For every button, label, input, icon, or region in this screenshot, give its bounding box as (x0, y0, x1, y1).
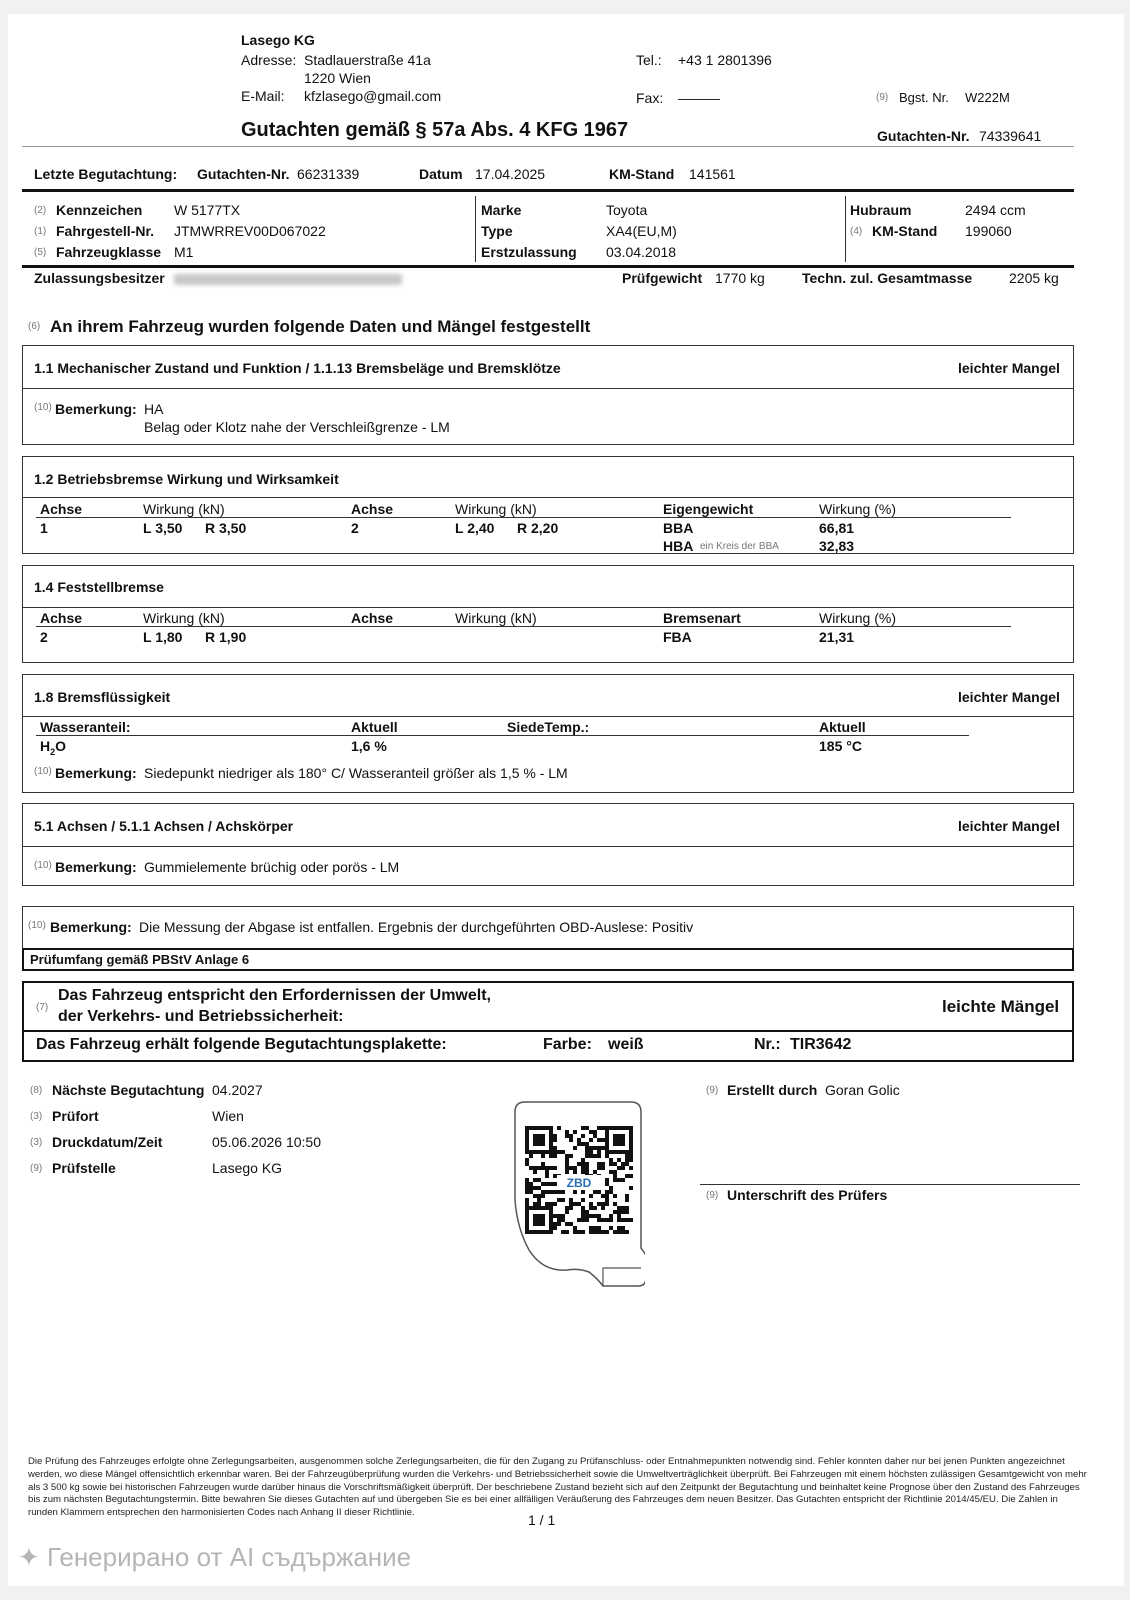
s12-hba-note: ein Kreis der BBA (700, 541, 779, 552)
email-label: E-Mail: (241, 88, 285, 104)
s14-left: L 1,80 (143, 629, 183, 645)
s14-right: R 1,90 (205, 629, 247, 645)
gutachten-nr-label: Gutachten-Nr. (877, 128, 970, 144)
s12-hba: HBA (663, 538, 694, 554)
s12-h-wirkung: Wirkung (kN) (143, 501, 225, 517)
s18-medium-sub: 2 (50, 746, 56, 757)
next-value: 04.2027 (212, 1082, 263, 1098)
klasse-label: Fahrzeugklasse (56, 244, 162, 260)
farbe-value: weiß (608, 1036, 644, 1053)
section-1-1-title: 1.1 Mechanischer Zustand und Funktion / 1.1.13 Bremsbeläge und Bremsklötze (34, 360, 561, 376)
km-code: (4) (850, 226, 863, 237)
s12-h-achse2: Achse (351, 501, 394, 517)
last-km-label: KM-Stand (609, 166, 675, 182)
last-nr-value: 66231339 (297, 166, 360, 182)
gesamtmasse-value: 2205 kg (1009, 270, 1059, 286)
last-date-label: Datum (419, 166, 463, 182)
result-verdict: leichte Mängel (942, 997, 1060, 1016)
fgst-label: Fahrgestell-Nr. (56, 223, 155, 239)
header-divider (22, 146, 1074, 147)
gutachten-nr-value: 74339641 (979, 128, 1042, 144)
fax-value: ——— (678, 90, 720, 106)
s12-header-rule (36, 517, 1011, 518)
section-5-1-code: (10) (34, 860, 52, 871)
section-1-1-remark-label: Bemerkung: (55, 401, 137, 417)
bgst-label: Bgst. Nr. (899, 90, 949, 105)
tel-value: +43 1 2801396 (678, 52, 772, 68)
s14-pct: 21,31 (819, 629, 855, 645)
plakette-nr-label: Nr.: (754, 1036, 781, 1053)
s14-header-rule (36, 626, 1011, 627)
sticker-svg (513, 1100, 645, 1290)
klasse-code: (5) (34, 247, 47, 258)
s18-wasser-value: 1,6 % (351, 738, 387, 754)
section-1-1-divider (22, 388, 1074, 389)
section-5-1-severity: leichter Mangel (958, 818, 1060, 834)
email-value: kfzlasego@gmail.com (304, 88, 442, 104)
section-1-8-remark: Siedepunkt niedriger als 180° C/ Wasseranteil größer als 1,5 % - LM (144, 765, 568, 781)
section-5-1-divider (22, 846, 1074, 847)
s18-medium-o: O (55, 738, 67, 754)
s14-h-wirkung2: Wirkung (kN) (455, 610, 537, 626)
kennzeichen-code: (2) (34, 205, 47, 216)
bgst-value: W222M (965, 90, 1010, 105)
page-number: 1 / 1 (528, 1512, 556, 1528)
section-1-8-code: (10) (34, 766, 52, 777)
s18-h-siede: SiedeTemp.: (507, 719, 590, 735)
besitzer-redacted (174, 274, 402, 285)
farbe-label: Farbe: (543, 1036, 592, 1053)
vehicle-top-rule (22, 189, 1074, 192)
signature-label: Unterschrift des Prüfers (727, 1187, 888, 1203)
kennzeichen-label: Kennzeichen (56, 202, 143, 218)
vehicle-divider-1 (475, 196, 476, 262)
s14-h-achse: Achse (40, 610, 83, 626)
s12-axle1-right: R 3,50 (205, 520, 247, 536)
s12-axle2-right: R 2,20 (517, 520, 559, 536)
general-remark-label: Bemerkung: (50, 919, 132, 935)
last-km-value: 141561 (689, 166, 736, 182)
section-1-1-code: (10) (34, 402, 52, 413)
general-remark-text: Die Messung der Abgase ist entfallen. Ergebnis der durchgeführten OBD-Auslese: Positiv (139, 919, 694, 935)
s18-h-wasser: Wasseranteil: (40, 719, 131, 735)
s12-hba-value: 32,83 (819, 538, 855, 554)
s18-h-aktuell: Aktuell (351, 719, 398, 735)
vehicle-bottom-rule (22, 265, 1074, 268)
klasse-value: M1 (174, 244, 194, 260)
erstzulassung-value: 03.04.2018 (606, 244, 677, 260)
marke-value: Toyota (606, 202, 648, 218)
document-title: Gutachten gemäß § 57a Abs. 4 KFG 1967 (241, 119, 629, 141)
type-label: Type (481, 223, 513, 239)
pruefgewicht-label: Prüfgewicht (622, 270, 703, 286)
besitzer-label: Zulassungsbesitzer (34, 270, 165, 286)
hubraum-value: 2494 ccm (965, 202, 1026, 218)
hubraum-label: Hubraum (850, 202, 912, 218)
km-label: KM-Stand (872, 223, 938, 239)
legal-footer: Die Prüfung des Fahrzeuges erfolgte ohne Zerlegungsarbeiten, ausgenommen solche Zerlegungsarbeiten, die für den Zugang zu Prüfanschluss- oder Entnahmepunkten notwendig sind. Fehler konnten daher nur bei jenen Punkten angezeichnet werden, wo diese Mängel offensichtlich erkennbar waren. Bei der Fahrzeugüberprüfung wurden die Verkehrs- und Betriebssicherheit sowie die Umweltverträglichkeit überprüft. Bei Fahrzeugen mit einem höchsten zulässigen Gesamtgewicht von mehr als 3 500 kg sowie bei historischen Fahrzeugen wurde darüber hinaus die Vorschriftsmäßigkeit überprüft. Der beschriebene Zustand bezieht sich auf den Zeitpunkt der Begutachtung und beinhaltet keine Prognose über den Zustand des Fahrzeuges bis zum nächsten Begutachtungstermin. Bitte bewahren Sie dieses Gutachten auf und übergeben Sie es bei einer allfälligen Veräußerung des Fahrzeuges dem neuen Besitzer. Das Gutachten entspricht der Richtlinie 2014/45/EU. Die Zahlen in runden Klammern entsprechen den harmonisierten Codes nach Anhang II dieser Richtlinie. (28, 1456, 1087, 1519)
ai-watermark-text: Генерирано от AI съдържание (47, 1542, 412, 1572)
signature-line (700, 1184, 1080, 1185)
gesamtmasse-label: Techn. zul. Gesamtmasse (802, 270, 973, 286)
inspection-sticker (513, 1100, 645, 1295)
s12-h-pct: Wirkung (%) (819, 501, 897, 517)
fax-label: Fax: (636, 90, 664, 106)
s12-axle2-left: L 2,40 (455, 520, 495, 536)
kennzeichen-value: W 5177TX (174, 202, 241, 218)
s12-axle1: 1 (40, 520, 48, 536)
signature-code: (9) (706, 1190, 719, 1201)
next-label: Nächste Begutachtung (52, 1082, 205, 1098)
s14-bremsenart: FBA (663, 629, 692, 645)
result-line2: der Verkehrs- und Betriebssicherheit: (58, 1008, 344, 1025)
section-1-4-divider (22, 607, 1074, 608)
bgst-code: (9) (876, 92, 889, 103)
section-1-8-remark-label: Bemerkung: (55, 765, 137, 781)
zbd-logo-text: ZBD (566, 1176, 592, 1190)
general-remark-code: (10) (28, 920, 46, 931)
s12-bba: BBA (663, 520, 694, 536)
ai-watermark: ✦ Генерирано от AI съдържание (18, 1542, 412, 1572)
section-1-8-severity: leichter Mangel (958, 689, 1060, 705)
result-divider (22, 1030, 1074, 1032)
s12-axle1-left: L 3,50 (143, 520, 183, 536)
pruefgewicht-value: 1770 kg (715, 270, 765, 286)
last-inspection-label: Letzte Begutachtung: (34, 166, 178, 182)
s14-axle: 2 (40, 629, 48, 645)
s12-h-eigengewicht: Eigengewicht (663, 501, 754, 517)
fgst-value: JTMWRREV00D067022 (174, 223, 326, 239)
last-date-value: 17.04.2025 (475, 166, 546, 182)
section-1-4-title: 1.4 Feststellbremse (34, 579, 164, 595)
druck-label: Druckdatum/Zeit (52, 1134, 163, 1150)
s14-h-bremsenart: Bremsenart (663, 610, 741, 626)
s18-medium-h: H (40, 738, 51, 754)
pruefumfang-text: Prüfumfang gemäß PBStV Anlage 6 (30, 952, 250, 967)
next-code: (8) (30, 1085, 43, 1096)
ort-value: Wien (212, 1108, 244, 1124)
tel-label: Tel.: (636, 52, 662, 68)
type-value: XA4(EU,M) (606, 223, 677, 239)
s12-h-wirkung2: Wirkung (kN) (455, 501, 537, 517)
fgst-code: (1) (34, 226, 47, 237)
druck-value: 05.06.2026 10:50 (212, 1134, 321, 1150)
section-5-1-remark: Gummielemente brüchig oder porös - LM (144, 859, 400, 875)
result-code: (7) (36, 1002, 49, 1013)
address-street: Stadlauerstraße 41a (304, 52, 431, 68)
s18-medium (40, 738, 66, 757)
section-1-8-title: 1.8 Bremsflüssigkeit (34, 689, 171, 705)
marke-label: Marke (481, 202, 522, 218)
km-value: 199060 (965, 223, 1012, 239)
s14-h-wirkung: Wirkung (kN) (143, 610, 225, 626)
defects-code: (6) (28, 321, 41, 332)
erstellt-label: Erstellt durch (727, 1082, 818, 1098)
s18-h-aktuell2: Aktuell (819, 719, 866, 735)
stelle-value: Lasego KG (212, 1160, 283, 1176)
s12-axle2: 2 (351, 520, 359, 536)
section-1-1-remark-line1: HA (144, 401, 164, 417)
vehicle-divider-2 (845, 196, 846, 262)
s14-h-pct: Wirkung (%) (819, 610, 897, 626)
section-1-1-severity: leichter Mangel (958, 360, 1060, 376)
section-1-2-divider (22, 497, 1074, 498)
defects-heading: An ihrem Fahrzeug wurden folgende Daten und Mängel festgestellt (50, 317, 591, 336)
erstellt-code: (9) (706, 1085, 719, 1096)
plakette-nr-value: TIR3642 (790, 1036, 852, 1053)
section-1-2-title: 1.2 Betriebsbremse Wirkung und Wirksamkeit (34, 471, 339, 487)
section-5-1-title: 5.1 Achsen / 5.1.1 Achsen / Achskörper (34, 818, 294, 834)
plakette-label: Das Fahrzeug erhält folgende Begutachtungsplakette: (36, 1036, 447, 1053)
erstzulassung-label: Erstzulassung (481, 244, 577, 260)
erstellt-value: Goran Golic (825, 1082, 900, 1098)
address-city: 1220 Wien (304, 70, 371, 86)
s14-h-achse2: Achse (351, 610, 394, 626)
last-nr-label: Gutachten-Nr. (197, 166, 290, 182)
s12-bba-value: 66,81 (819, 520, 855, 536)
section-5-1-remark-label: Bemerkung: (55, 859, 137, 875)
result-line1: Das Fahrzeug entspricht den Erfordernissen der Umwelt, (58, 987, 491, 1004)
ort-label: Prüfort (52, 1108, 99, 1124)
s18-siede-value: 185 °C (819, 738, 862, 754)
address-label: Adresse: (241, 52, 297, 68)
document-page (8, 14, 1124, 1586)
druck-code: (3) (30, 1137, 43, 1148)
ort-code: (3) (30, 1111, 43, 1122)
section-1-8-divider (22, 716, 1074, 717)
company-name: Lasego KG (241, 32, 315, 48)
s18-header-rule (36, 735, 969, 736)
stelle-code: (9) (30, 1163, 43, 1174)
stelle-label: Prüfstelle (52, 1160, 116, 1176)
section-1-1-remark-line2: Belag oder Klotz nahe der Verschleißgrenze - LM (144, 419, 450, 435)
s12-h-achse: Achse (40, 501, 83, 517)
